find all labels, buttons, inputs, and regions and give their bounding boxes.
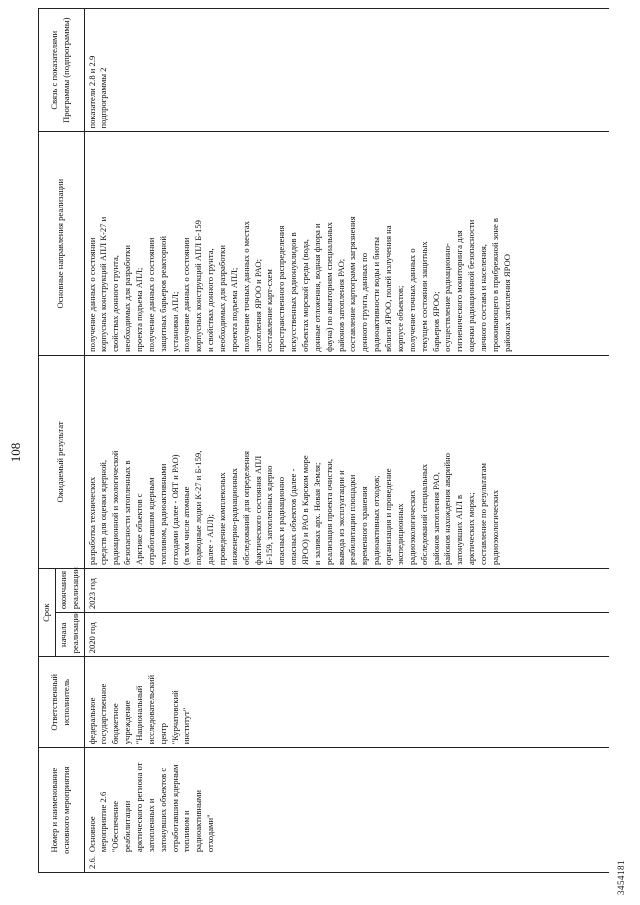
header-number-name: Номер и наименование основного мероприятия bbox=[39, 748, 85, 873]
text-line: исследовательский bbox=[145, 674, 156, 745]
text-line: вывода из эксплуатации и bbox=[335, 470, 346, 565]
text-line: центр bbox=[157, 723, 168, 745]
text-line: оценки радиационной безопасности bbox=[466, 219, 477, 352]
text-line: затонувших АПЛ в bbox=[454, 494, 465, 565]
text-line: разработка технических bbox=[86, 476, 97, 565]
text-line: реализация проекта очистки, bbox=[323, 458, 334, 565]
text-line: топливом и bbox=[181, 810, 192, 853]
text-line: корпусных конструкций АПЛ Б-159 bbox=[193, 220, 204, 352]
cell-directions bbox=[84, 132, 609, 355]
header-end: окончания реализации bbox=[55, 568, 84, 612]
text-line: средств для оценки ядерной, bbox=[98, 459, 109, 565]
text-line: донного грунта, данных по bbox=[359, 252, 370, 352]
text-line: получение точных данных о bbox=[406, 248, 417, 352]
text-line: реабилитации bbox=[122, 800, 133, 853]
text-line: ЯРОО) и РАО в Карском море bbox=[300, 455, 311, 565]
text-line: проекта подъема АПЛ; bbox=[228, 267, 239, 352]
text-line: (в том числе атомные bbox=[181, 486, 192, 565]
table-row bbox=[84, 9, 609, 873]
text-line: составление по результатам bbox=[477, 463, 488, 565]
text-line: необходимых для разработки bbox=[122, 245, 133, 352]
text-line: проведение комплексных bbox=[217, 472, 228, 565]
text-line: искусственных радионуклидов в bbox=[288, 232, 299, 352]
text-line: опасных и радиационно bbox=[276, 477, 287, 565]
cell-end: 2023 год bbox=[84, 568, 609, 612]
text-line: радиоэкологических bbox=[406, 489, 417, 565]
text-line: арктических морях; bbox=[466, 492, 477, 565]
text-line: обследований специальных bbox=[418, 463, 429, 565]
text-line: топливом, радиоактивными bbox=[157, 463, 168, 565]
text-line: государственное bbox=[98, 683, 109, 745]
text-line: гигиенического мониторинга для bbox=[454, 230, 465, 352]
row-number: 2.6. bbox=[86, 856, 97, 869]
measure-name bbox=[87, 763, 217, 853]
text-line: барьеров ЯРОО; bbox=[430, 291, 441, 352]
header-link: Связь с показателями Программы (подпрограммы) bbox=[39, 9, 85, 132]
text-line: фактического состояния АПЛ bbox=[252, 455, 263, 565]
text-line: подводные лодки К-27 и Б-159, bbox=[193, 450, 204, 565]
text-line: свойствах донного грунта, bbox=[110, 255, 121, 352]
text-line: временного хранения bbox=[359, 486, 370, 565]
text-line: получение данных о состоянии bbox=[181, 237, 192, 352]
text-line: затонувших объектов с bbox=[157, 767, 168, 853]
text-line: районов затопления РАО, bbox=[430, 472, 441, 565]
page-number: 108 bbox=[8, 442, 23, 463]
text-line: Основное bbox=[86, 816, 97, 853]
text-line: донные отложения, водная флора и bbox=[311, 223, 322, 352]
text-line: корпусе объектов; bbox=[394, 285, 405, 352]
text-line: районов затопления РАО; bbox=[335, 258, 346, 352]
measures-table bbox=[38, 8, 609, 873]
text-line: районов нахождения аварийно bbox=[442, 453, 453, 565]
text-line: и заливах арх. Новая Земля; bbox=[311, 462, 322, 565]
text-line: радиоактивных отходов; bbox=[371, 475, 382, 565]
text-line: получение точных данных о местах bbox=[240, 221, 251, 352]
text-line: федеральное bbox=[86, 697, 97, 745]
text-line: институт" bbox=[181, 707, 192, 745]
text-line: проекта подъема АПЛ; bbox=[134, 267, 145, 352]
text-line: получение данных о состоянии bbox=[145, 237, 156, 352]
text-line: районах затопления ЯРОО bbox=[501, 254, 512, 352]
text-line: затопленных и bbox=[145, 798, 156, 853]
text-line: арктического региона от bbox=[134, 762, 145, 853]
text-line: организация и проведение bbox=[383, 468, 394, 565]
text-line: Б-159, затопленных ядерно bbox=[264, 465, 275, 565]
cell-start: 2020 год bbox=[84, 613, 609, 657]
text-line: учреждение bbox=[122, 700, 133, 745]
header-result: Ожидаемый результат bbox=[39, 355, 85, 568]
text-line: далее - АПЛ); bbox=[205, 514, 216, 565]
text-line: проживающего в прибрежной зоне в bbox=[489, 218, 500, 352]
header-directions: Основные направления реализации bbox=[39, 132, 85, 355]
text-line: объектах морской среды (вода, bbox=[300, 239, 311, 352]
text-line: "Национальный bbox=[134, 685, 145, 745]
text-line: и свойствах донного грунта, bbox=[205, 248, 216, 352]
text-line: защитных барьеров реакторной bbox=[157, 236, 168, 352]
text-line: радиационной и экологической bbox=[110, 450, 121, 565]
text-line: отработавшим ядерным bbox=[169, 764, 180, 853]
text-line: необходимых для разработки bbox=[217, 245, 228, 352]
text-line: фауна) по акваториям специальных bbox=[323, 222, 334, 352]
cell-executor bbox=[84, 657, 609, 748]
text-line: обследований для определения bbox=[240, 451, 251, 565]
text-line: составление картограмм загрязнения bbox=[347, 216, 358, 352]
cell-result bbox=[84, 355, 609, 568]
text-line: "Курчатовский bbox=[169, 690, 180, 745]
text-line: опасных объектов (далее - bbox=[288, 468, 299, 565]
text-line: пространственного распределения bbox=[276, 225, 287, 352]
text-line: составление карт-схем bbox=[264, 269, 275, 352]
text-line: "Обеспечение bbox=[110, 800, 121, 853]
text-line: корпусных конструкций АПЛ К-27 и bbox=[98, 216, 109, 352]
text-line: подпрограммы 2 bbox=[98, 67, 109, 129]
text-line: текущем состоянии защитных bbox=[418, 241, 429, 352]
text-line: Арктике объектов с bbox=[134, 493, 145, 565]
text-line: отработавшим ядерным bbox=[145, 477, 156, 565]
header-start: начала реализации bbox=[55, 613, 84, 657]
text-line: реабилитации площадки bbox=[347, 474, 358, 565]
text-line: радиоэкологических bbox=[489, 489, 500, 565]
text-line: установки АПЛ; bbox=[169, 291, 180, 352]
cell-number-name bbox=[84, 748, 609, 873]
text-line: безопасности затопленных в bbox=[122, 460, 133, 565]
document-id: 3454181 bbox=[616, 860, 626, 895]
header-executor: Ответственный исполнитель bbox=[39, 657, 85, 748]
text-line: инженерно-радиационных bbox=[228, 468, 239, 565]
text-line: осуществление радиационно- bbox=[442, 243, 453, 352]
text-line: мероприятие 2.6 bbox=[98, 791, 109, 853]
text-line: получение данных о состоянии bbox=[86, 237, 97, 352]
text-line: показатели 2.8 и 2.9 bbox=[86, 55, 97, 129]
text-line: отходами" bbox=[205, 814, 216, 853]
text-line: радиоактивности воды и биоты bbox=[371, 237, 382, 352]
text-line: экспедиционных bbox=[394, 503, 405, 565]
header-term: Срок bbox=[39, 568, 56, 656]
text-line: личного состава и населения, bbox=[477, 244, 488, 352]
text-line: отходами (далее - ОЯТ и РАО) bbox=[169, 454, 180, 565]
text-line: радиоактивными bbox=[193, 790, 204, 853]
text-line: вблизи ЯРОО, полей излучения на bbox=[383, 225, 394, 352]
cell-link bbox=[84, 9, 609, 132]
text-line: затопления ЯРОО и РАО; bbox=[252, 259, 263, 352]
text-line: бюджетное bbox=[110, 703, 121, 745]
